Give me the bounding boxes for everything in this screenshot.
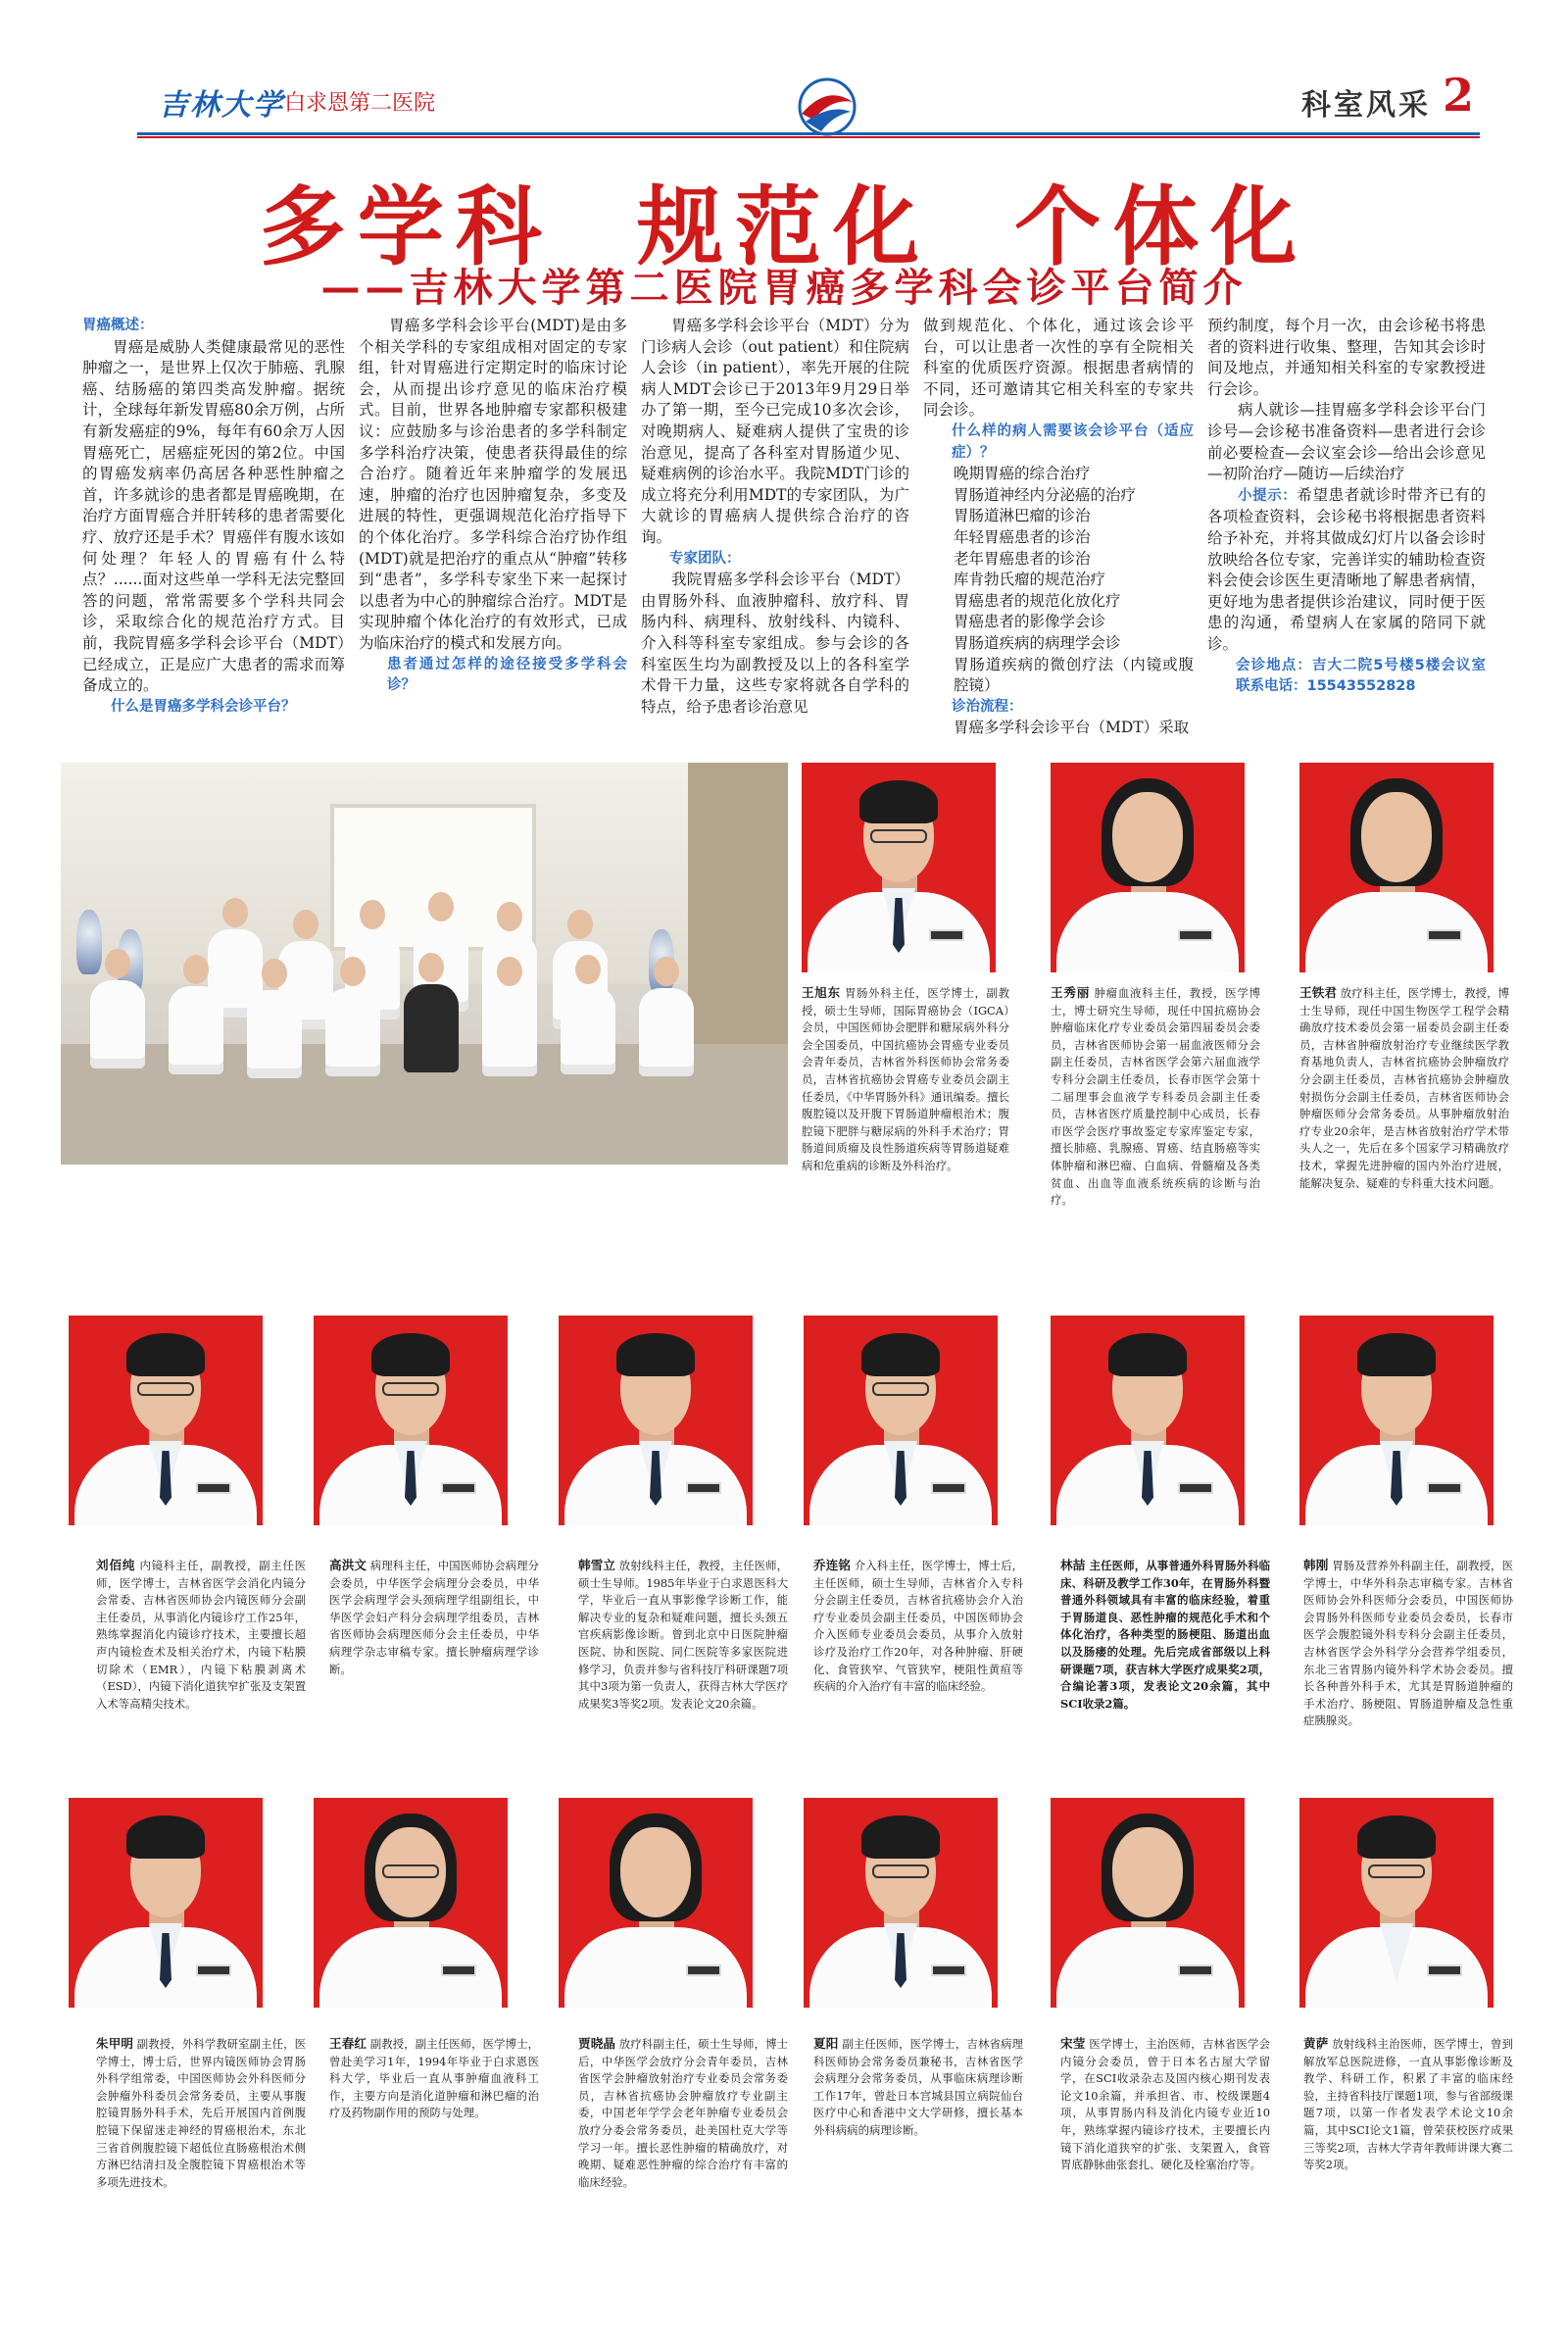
doctor-bio bbox=[1060, 2035, 1270, 2253]
doctor-bio bbox=[96, 2035, 306, 2253]
doctor-portrait bbox=[69, 1316, 263, 1525]
doctor-bio bbox=[578, 1557, 788, 1784]
doctor-description: 主任医师，从事普通外科胃肠外科临床、科研及教学工作30年，在胃肠外科暨普通外科领域具有丰富的临床经验，着重于胃肠道良、恶性肿瘤的规范化手术和个体化治疗，各种类型的肠梗阻、肠道出血以及肠瘘的处理。先后完成省部级以上科研课题7项，获吉林大学医疗成果奖2项，合编论著3项，发表论文20余篇，其中SCI收录2篇。 bbox=[1060, 1559, 1270, 1711]
doctor-description: 肿瘤血液科主任，教授，医学博士，博士研究生导师，现任中国抗癌协会肿瘤临床化疗专业委员会第四届委员会委员，吉林省医师协会第一届血液医师分会副主任委员，吉林省医学会第六届血液学专科分会副主任委员，长春市医学会第十二届理事会血液学专科委员会副主任委员，吉林省医疗质量控制中心成员，长春市医学会医疗事故鉴定专家库鉴定专家，擅长肺癌、乳腺癌、胃癌、结直肠癌等实体肿瘤和淋巴瘤、白血病、骨髓瘤及各类贫血、出血等血液系统疾病的诊断与治疗。 bbox=[1051, 986, 1260, 1208]
hospital-logo-icon bbox=[792, 76, 862, 137]
doctor-bio bbox=[1303, 1557, 1513, 1784]
list-item: 年轻胃癌患者的诊治 bbox=[954, 527, 1091, 546]
doctor-name: 乔连铭 bbox=[813, 1558, 852, 1572]
doctor-description: 放射线科主治医师，医学博士，曾到解放军总医院进修，一直从事影像诊断及教学、科研工作，积累了丰富的临床经验，主持省科技厅课题1项，参与省部级课题7项，以第一作者发表学术论文10余篇，其中SCI论文1篇，曾荣获校医疗成果三等奖2项，吉林大学青年教师讲课大赛二等奖2项。 bbox=[1303, 2037, 1513, 2172]
doctor-portrait bbox=[1051, 763, 1245, 972]
doctor-name: 王秀丽 bbox=[1051, 985, 1091, 1000]
doctor-portrait bbox=[1051, 1798, 1245, 2008]
doctor-description: 副教授，外科学教研室副主任，医学博士，博士后，世界内镜医师协会胃肠外科学组常委，中国医师协会外科医师分会肿瘤外科委员会常务委员，主要从事腹腔镜胃肠外科手术，先后开展国内首例腹腔镜下保留迷走神经的胃癌根治术，东北三省首例腹腔镜下超低位直肠癌根治术侧方淋巴结清扫及全腹腔镜下胃癌根治术等多项先进技术。 bbox=[96, 2037, 306, 2189]
doctor-bio bbox=[329, 2035, 539, 2253]
paragraph: 胃癌多学科会诊平台(MDT)是由多个相关学科的专家组成相对固定的专家组，针对胃癌进行定期定时的临床讨论会，从而提出诊疗意见的临床治疗模式。目前，世界各地肿瘤专家都积极建议：应鼓励多与诊治患者的多学科制定多学科治疗决策，使患者获得最佳的综合治疗。随着近年来肿瘤学的发展迅速，肿瘤的治疗也因肿瘤复杂，多变及进展的特性，更强调规范化治疗指导下的个体化治疗。多学科综合治疗协作组(MDT)就是把治疗的重点从“肿瘤”转移到“患者”，多学科专家坐下来一起探讨以患者为中心的肿瘤综合治疗。MDT是实现肿瘤个体化治疗的有效形式，已成为临床治疗的模式和发展方向。 bbox=[359, 317, 627, 652]
doctor-portrait bbox=[1051, 1316, 1245, 1525]
column-4 bbox=[923, 316, 1194, 743]
doctor-description: 内镜科主任，副教授，副主任医师，医学博士，吉林省医学会消化内镜分会常委、吉林省医师协会内镜医师分会副主任委员，从事消化内镜诊疗工作25年，熟练掌握消化内镜诊疗技术，主要擅长超声内镜检查术及相关治疗术，内镜下粘膜切除术（EMR），内镜下粘膜剥离术（ESD），内镜下消化道狭窄扩张及支架置入术等高精尖技术。 bbox=[96, 1559, 306, 1711]
doctor-portrait bbox=[314, 1798, 508, 2008]
paragraph: 我院胃癌多学科会诊平台（MDT）由胃肠外科、血液肿瘤科、放疗科、胃肠内科、病理科、放射线科、内镜科、介入科等科室专家组成。参与会诊的各科室医生均为副教授及以上的各科室学术骨干力量，这些专家将就各自学科的特点，给予患者诊治意见 bbox=[641, 571, 909, 716]
doctor-description: 副主任医师，医学博士，吉林省病理科医师协会常务委员兼秘书，吉林省医学会病理分会常务委员，从事临床病理诊断工作17年，曾赴日本宫城县国立病院仙台医疗中心和香港中文大学研修，擅长基本外科病病的病理诊断。 bbox=[813, 2037, 1023, 2137]
section-label: 专家团队： bbox=[669, 550, 741, 567]
doctor-portrait bbox=[1299, 1316, 1494, 1525]
section-title: 科室风采 bbox=[1301, 88, 1431, 123]
doctor-name: 王春红 bbox=[329, 2036, 368, 2051]
subheadline: ——吉林大学第二医院胃癌多学科会诊平台简介 bbox=[320, 266, 1248, 311]
paragraph: 胃癌多学科会诊平台（MDT）采取 bbox=[954, 719, 1190, 737]
tip-label: 小提示： bbox=[1238, 487, 1298, 504]
doctor-name: 林喆 bbox=[1060, 1558, 1086, 1572]
paragraph: 预约制度，每个月一次，由会诊秘书将患者的资料进行收集、整理，告知其会诊时间及地点，并通知相关科室的专家教授进行会诊。 bbox=[1207, 317, 1486, 398]
doctor-bio bbox=[813, 2035, 1023, 2253]
doctor-description: 放疗科副主任，硕士生导师，博士后，中华医学会放疗分会青年委员，吉林省医学会肿瘤放射治疗专业委员会常务委员，吉林省抗癌协会肿瘤放疗专业副主委，中国老年学学会老年肿瘤专业委员会放疗分委会常务委员，赴美国杜克大学等学习一年。擅长恶性肿瘤的精确放疗，对晚期、疑难恶性肿瘤的综合治疗有丰富的临床经验。 bbox=[578, 2037, 788, 2189]
doctor-portrait bbox=[1299, 1798, 1494, 2008]
tip-text: 希望患者就诊时带齐已有的各项检查资料，会诊秘书将根据患者资料给予补充，并将其做成幻灯片以备会诊时放映给各位专家，完善详实的辅助检查资料会使会诊医生更清晰地了解患者病情，更好地为患者提供诊治建议，同时便于医患的沟通，希望病人在家属的陪同下就诊。 bbox=[1207, 485, 1486, 653]
doctor-name: 宋莹 bbox=[1060, 2036, 1086, 2051]
article-columns bbox=[82, 316, 1494, 743]
doctor-name: 高洪文 bbox=[329, 1558, 368, 1572]
doctor-name: 刘佰纯 bbox=[96, 1558, 136, 1572]
doctor-name: 贾晓晶 bbox=[578, 2036, 616, 2051]
paragraph: 胃癌是威胁人类健康最常见的恶性肿瘤之一，是世界上仅次于肺癌、乳腺癌、结肠癌的第四类高发肿瘤。据统计，全球每年新发胃癌80余万例，占所有新发癌症的9%，每年有60余万人因胃癌死亡，居癌症死因的第2位。中国的胃癌发病率仍高居各种恶性肿瘤之首，许多就诊的患者都是胃癌晚期，在治疗方面胃癌合并肝转移的患者需要化疗、放疗还是手术？胃癌伴有腹水该如何处理？年轻人的胃癌有什么特点？......面对这些单一学科无法完整回答的问题，常常需要多个学科共同会诊，采取综合化的规范治疗方式。目前，我院胃癌多学科会诊平台（MDT）已经成立，正是应广大患者的需求而筹备成立的。 bbox=[82, 337, 345, 695]
doctor-description: 副教授，副主任医师，医学博士，曾赴美学习1年，1994年毕业于白求恩医科大学，毕业后一直从事肿瘤血液科工作，主要方向是消化道肿瘤和淋巴瘤的治疗及药物副作用的预防与处理。 bbox=[329, 2037, 539, 2120]
contact-info: 会诊地点：吉大二院5号楼5楼会议室 联系电话：15543552828 bbox=[1236, 657, 1486, 695]
doctor-portrait bbox=[559, 1316, 753, 1525]
doctor-portrait bbox=[559, 1798, 753, 2008]
doctor-description: 介入科主任，医学博士，博士后，主任医师，硕士生导师，吉林省介入专科分会副主任委员，吉林省抗癌协会介入治疗专业委员会副主任委员，中国医师协会介入医师专业委员会委员，从事介入放射诊疗及治疗工作20年，对各种肿瘤、肝硬化、食管狭窄、气管狭窄，梗阻性黄疸等疾病的介入治疗有丰富的临床经验。 bbox=[813, 1559, 1023, 1694]
doctor-name: 韩刚 bbox=[1303, 1558, 1329, 1572]
column-2 bbox=[359, 316, 627, 743]
doctor-portrait bbox=[69, 1798, 263, 2008]
doctor-name: 王铁君 bbox=[1299, 985, 1338, 1000]
list-item: 库肯勃氏瘤的规范治疗 bbox=[954, 571, 1106, 589]
list-item: 老年胃癌患者的诊治 bbox=[954, 549, 1091, 568]
team-group-photo bbox=[61, 763, 788, 1165]
section-label: 胃癌概述： bbox=[82, 318, 154, 333]
paragraph: 做到规范化、个体化，通过该会诊平台，可以让患者一次性的享有全院相关科室的优质医疗资源。根据患者病情的不同，还可邀请其它相关科室的专家共同会诊。 bbox=[923, 317, 1194, 420]
paragraph: 病人就诊—挂胃癌多学科会诊平台门诊号—会诊秘书准备资料—患者进行会诊前必要检查—会议室会诊—给出会诊意见—初阶治疗—随访—后续治疗 bbox=[1207, 401, 1486, 483]
doctor-bio bbox=[329, 1557, 539, 1784]
doctor-portrait bbox=[804, 1798, 998, 2008]
section-label: 什么样的病人需要该会诊平台（适应症）？ bbox=[952, 422, 1194, 461]
doctor-portrait bbox=[802, 763, 996, 972]
page-number: 2 bbox=[1442, 69, 1474, 122]
column-3 bbox=[641, 316, 909, 743]
section-question: 患者通过怎样的途径接受多学科会诊？ bbox=[387, 656, 627, 694]
section-label: 诊治流程： bbox=[952, 698, 1023, 715]
doctor-description: 医学博士，主治医师，吉林省医学会内镜分会委员，曾于日本名古屋大学留学，在SCI收录杂志及国内核心期刊发表论文10余篇，并承担省、市、校级课题4项，从事胃肠内科及消化内镜专业近10年，熟练掌握内镜诊疗技术，主要擅长内镜下消化道狭窄的扩张、支架置入，食管胃底静脉曲张套扎、硬化及栓塞治疗等。 bbox=[1060, 2037, 1270, 2172]
doctor-portrait bbox=[314, 1316, 508, 1525]
doctor-name: 夏阳 bbox=[813, 2036, 839, 2051]
doctor-bio bbox=[1060, 1557, 1270, 1784]
list-item: 胃肠道神经内分泌癌的治疗 bbox=[954, 485, 1137, 504]
paragraph: 胃癌多学科会诊平台（MDT）分为门诊病人会诊（out patient）和住院病人会诊（in patient），率先开展的住院病人MDT会诊已于2013年9月29日举办了第一期，至今已完成10多次会诊，对晚期病人、疑难病人提供了宝贵的诊治意见，提高了各科室对胃肠道少见、疑难病例的诊治水平。我院MDT门诊的成立将充分利用MDT的专家团队，为广大就诊的胃癌病人提供综合治疗的咨询。 bbox=[641, 317, 909, 546]
university-wordmark: 吉林大学 bbox=[159, 88, 284, 123]
headline: 多学科 规范化 个体化 bbox=[259, 176, 1309, 277]
list-item: 晚期胃癌的综合治疗 bbox=[954, 465, 1091, 483]
doctor-name: 王旭东 bbox=[802, 985, 841, 1000]
list-item: 胃癌患者的影像学会诊 bbox=[954, 613, 1106, 631]
indication-list bbox=[923, 464, 1194, 697]
masthead-rule bbox=[137, 132, 1480, 138]
doctor-bio bbox=[578, 2035, 788, 2253]
column-1 bbox=[82, 316, 345, 743]
doctor-description: 放射线科主任，教授，主任医师，硕士生导师。1985年毕业于白求恩医科大学，毕业后一直从事影像学诊断工作，能解决专业的复杂和疑难问题，擅长头颈五官疾病影像诊断。曾到北京中日医院肿瘤医院、协和医院、同仁医院等多家医院进修学习，负责并参与省科技厅科研课题7项其中3项为第一负责人，获得吉林大学医疗成果奖3等奖2项。发表论文20余篇。 bbox=[578, 1559, 788, 1711]
list-item: 胃肠道淋巴瘤的诊治 bbox=[954, 507, 1091, 525]
list-item: 胃肠道疾病的病理学会诊 bbox=[954, 633, 1121, 652]
masthead bbox=[0, 0, 1568, 147]
doctor-bio bbox=[813, 1557, 1023, 1784]
doctor-description: 放疗科主任，医学博士，教授，博士生导师，现任中国生物医学工程学会精确放疗技术委员会第一届委员会副主任委员，吉林省肿瘤放射治疗专业继续医学教育基地负责人，吉林省抗癌协会肿瘤放疗分会副主任委员，吉林省抗癌协会肿瘤放射损伤分会副主任委员，吉林省医师协会肿瘤医师分会常务委员。从事肿瘤放射治疗专业20余年，是吉林省放射治疗学术带头人之一，先后在多个国家学习精确放疗技术，掌握先进肿瘤的国内外治疗进展，能解决复杂、疑难的专科重大技术问题。 bbox=[1299, 986, 1509, 1190]
hospital-name: 白求恩第二医院 bbox=[284, 91, 436, 116]
doctor-portrait bbox=[1299, 763, 1494, 972]
doctor-name: 黄萨 bbox=[1303, 2036, 1329, 2051]
doctor-name: 朱甲明 bbox=[96, 2036, 134, 2051]
doctor-portrait bbox=[804, 1316, 998, 1525]
doctor-description: 胃肠及营养外科副主任，副教授，医学博士，中华外科杂志审稿专家。吉林省医师协会外科医师分会委员，中国医师协会胃肠外科医师专业委员会委员，长春市医学会腹腔镜外科专科分会副主任委员，吉林省医学会外科学分会营养学组委员，东北三省胃肠内镜外科学术协会委员。擅长各种普外科手术，尤其是胃肠道肿瘤的手术治疗、肠梗阻、胃肠道肿瘤及急性重症胰腺炎。 bbox=[1303, 1559, 1513, 1728]
doctor-description: 病理科主任，中国医师协会病理分会委员，中华医学会病理分会委员，中华医学会病理学会头颈病理学组副组长，中华医学会妇产科分会病理学组委员，吉林省医师协会病理医师分会主任委员，中华病理学杂志审稿专家。擅长肿瘤病理学诊断。 bbox=[329, 1559, 539, 1676]
section-question: 什么是胃癌多学科会诊平台？ bbox=[111, 698, 296, 715]
doctor-description: 胃肠外科主任，医学博士，副教授，硕士生导师，国际胃癌协会（IGCA）会员，中国医师协会肥胖和糖尿病外科分会全国委员，中国抗癌协会胃癌专业委员会青年委员，吉林省外科医师协会常务委员，吉林省抗癌协会胃癌专业委员会副主任委员，《中华胃肠外科》通讯编委。擅长腹腔镜以及开腹下胃肠道肿瘤根治术；腹腔镜下肥胖与糖尿病的外科手术治疗；胃肠道间质瘤及良性肠道疾病等胃肠道疑难病和危重病的诊断及外科治疗。 bbox=[802, 986, 1009, 1172]
doctor-bio bbox=[96, 1557, 306, 1784]
column-5 bbox=[1207, 316, 1486, 743]
list-item: 胃肠道疾病的微创疗法（内镜或腹腔镜） bbox=[954, 655, 1194, 695]
doctor-bio bbox=[1303, 2035, 1513, 2253]
doctor-name: 韩雪立 bbox=[578, 1558, 616, 1572]
list-item: 胃癌患者的规范化放化疗 bbox=[954, 591, 1121, 610]
